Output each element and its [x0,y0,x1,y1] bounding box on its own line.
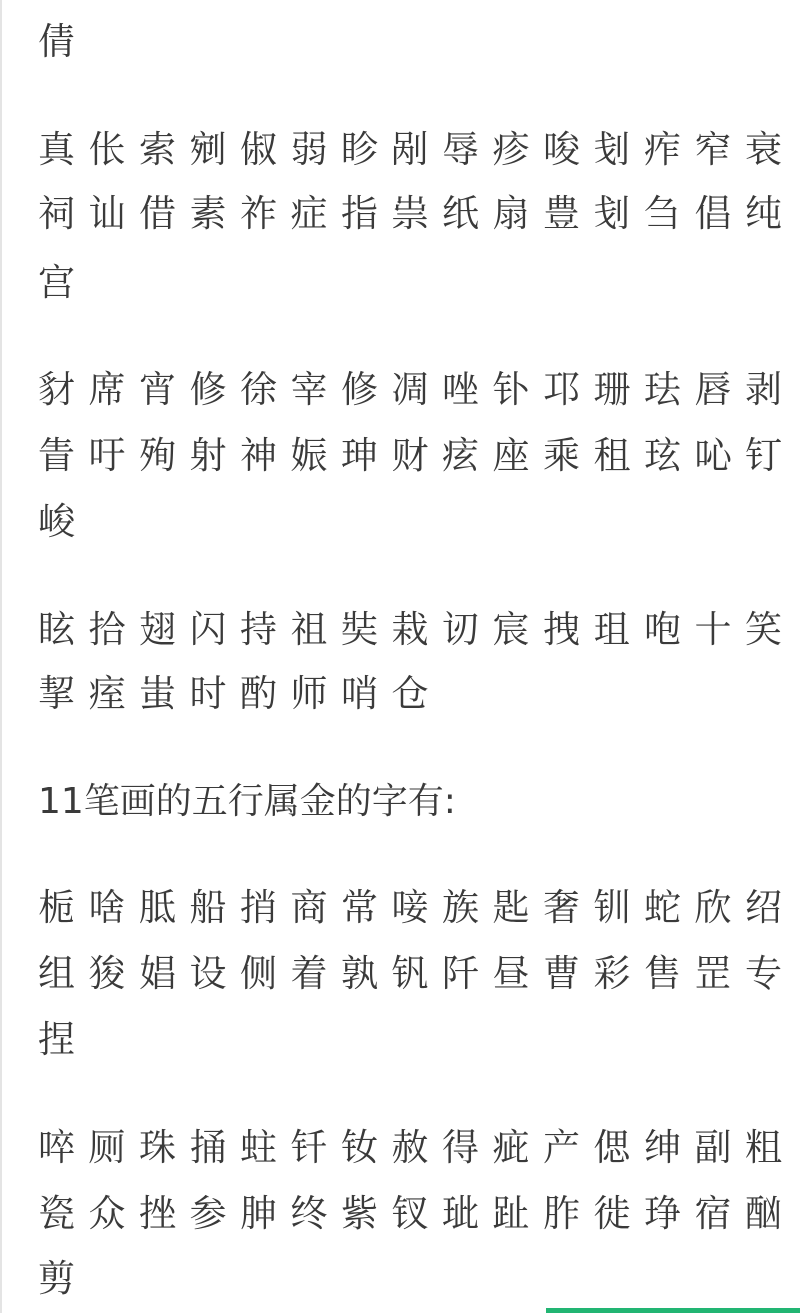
text-line: 瓷众挫参胂终紫钗玼趾胙徙琤宿酗 [38,1192,796,1235]
text-line: 倩 [38,20,89,63]
text-line: 眩拾翅闪持祖奘栽讱宸拽珇咆十笑 [38,608,796,651]
bottom-accent-bar [546,1308,800,1313]
text-line: 峻 [38,500,89,543]
text-line: 捏 [38,1018,89,1061]
section-heading: 11笔画的五行属金的字有: [38,781,456,822]
text-line: 真伥索剜俶弱眕剐辱疹唆刬痄窄衰 [38,128,796,171]
text-line: 眚吁殉射神娠珅财痃座乘租玹吣钉 [38,434,796,477]
text-line: 豺席宵修徐宰修凋唑钋邛珊珐唇剥 [38,368,796,411]
left-border-line [0,0,2,1313]
text-line: 祠讪借素祚症指祟纸扇豊刬刍倡纯 [38,192,796,235]
text-line: 栀啥胝船捎商常唼族匙奢钏蛇欣绍 [38,886,796,929]
text-line: 宫 [38,261,89,304]
text-line: 挈痓蚩时酌师哨仓 [38,672,442,715]
text-line: 组狻娼设侧着孰钒阡昼曹彩售罡专 [38,952,796,995]
text-line: 剪 [38,1257,89,1300]
text-line: 啐厕珠捅蛀钎钕赦得疵产偲绅副粗 [38,1126,796,1169]
